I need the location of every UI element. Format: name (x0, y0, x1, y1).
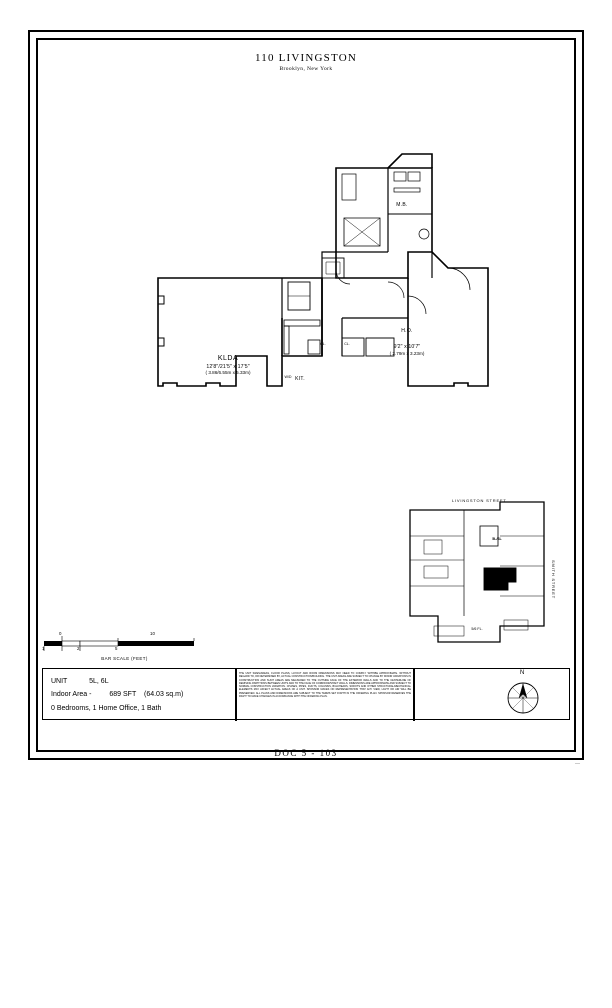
scale-bar (42, 632, 207, 666)
unit-line (51, 675, 183, 688)
scale-tick-5: 5 (115, 646, 118, 651)
scale-tick-10: 10 (150, 631, 155, 636)
key-plan-floor-note: 5/6 FL. (471, 627, 483, 631)
scale-tick-1: 1 (42, 646, 45, 651)
room-label-home-office: H.O. 9'2" x 10'7" ( 2.79m x 3.23m) (389, 328, 425, 356)
annotation-washer-dryer: W/D (284, 375, 292, 379)
page-title: 110 LIVINGSTON (254, 52, 358, 64)
key-plan-diagram (404, 496, 564, 656)
compass-north-label: N (520, 670, 525, 676)
corner-mark: — (575, 762, 580, 767)
unit-value: 5L, 6L (89, 678, 109, 685)
scale-bar-graphic (42, 632, 207, 654)
area-value: 689 SFT (109, 691, 137, 699)
key-plan-street-right: SMITH STREET (551, 560, 556, 599)
document-number: DOC 5 - 103 (274, 748, 338, 758)
annotation-closet-2: CL. (320, 342, 326, 346)
room-label-kitchen: KIT. (295, 376, 305, 382)
legal-disclaimer: THE UNIT SIZES/AREAS, FLOOR PLANS, LAYOUT AND ROOM DIMENSIONS MAY NEED TO COMPLY WITH/BE APPROXIMATE. WITHOUT REGARD TO, OR DETERMINED BY, ACTUAL CONSTRUCTION/BUILDING. THE UNIT AREAS ARE SUBJECT TO CHANGE BY MINOR VARIATIONS IN CONSTRUCTION AND SUCH AREAS ARE MEASURED TO THE OUTSIDE FACE OF THE EXTERIOR WALLS AND TO THE CENTERLINE OF DEMISING PARTITIONS BETWEEN UNITS AND TO THE FACE OF CORRIDOR/SHAFT WALLS. DIMENSIONS ARE APPROXIMATE AND SUBJECT TO NORMAL CONSTRUCTION VARIATION. CHASES, PIPES, DUCTS, COLUMNS, BULKHEADS, SOFFITS AND OTHER STRUCTURAL/MECHANICAL ELEMENTS MAY AFFECT ACTUAL AREAS OF A UNIT. SPONSOR MAKES NO REPRESENTATION THAT ANY VIEW, LIGHT OR AIR WILL BE PRESERVED. ALL PLANS AND DIMENSIONS ARE SUBJECT TO THE TERMS SET FORTH IN THE OFFERING PLAN. SPONSOR RESERVES THE RIGHT TO MAKE CHANGES IN ACCORDANCE WITH THE OFFERING PLAN. (239, 672, 411, 699)
area-metric: (64.03 sq.m) (144, 691, 184, 699)
scale-tick-0: 0 (59, 631, 62, 636)
area-line (51, 688, 183, 701)
page-subtitle: Brooklyn, New York (279, 66, 333, 72)
area-label: Indoor Area - (51, 691, 92, 699)
info-divider-left (235, 669, 237, 721)
room-label-klda: KLDA 12'8"/21'5" x 17'5" ( 3.86/6.55m x 5.33m) (205, 355, 251, 376)
scale-tick-2: 2 (77, 646, 80, 651)
unit-label: UNIT (51, 678, 68, 685)
key-plan-unit-marker: 5L/6L (492, 537, 502, 541)
info-divider-right (413, 669, 415, 721)
unit-info-block (51, 675, 183, 715)
compass-rose (500, 672, 546, 718)
info-strip (42, 668, 570, 720)
key-plan-street-top: LIVINGSTON STREET (452, 498, 507, 503)
annotation-closet-1: CL. (344, 342, 350, 346)
scale-bar-caption: BAR SCALE (FEET) (101, 656, 148, 661)
compass-icon (500, 672, 546, 718)
room-label-master-bath: M.B. (396, 202, 408, 208)
rooms-summary: 0 Bedrooms, 1 Home Office, 1 Bath (51, 704, 162, 712)
